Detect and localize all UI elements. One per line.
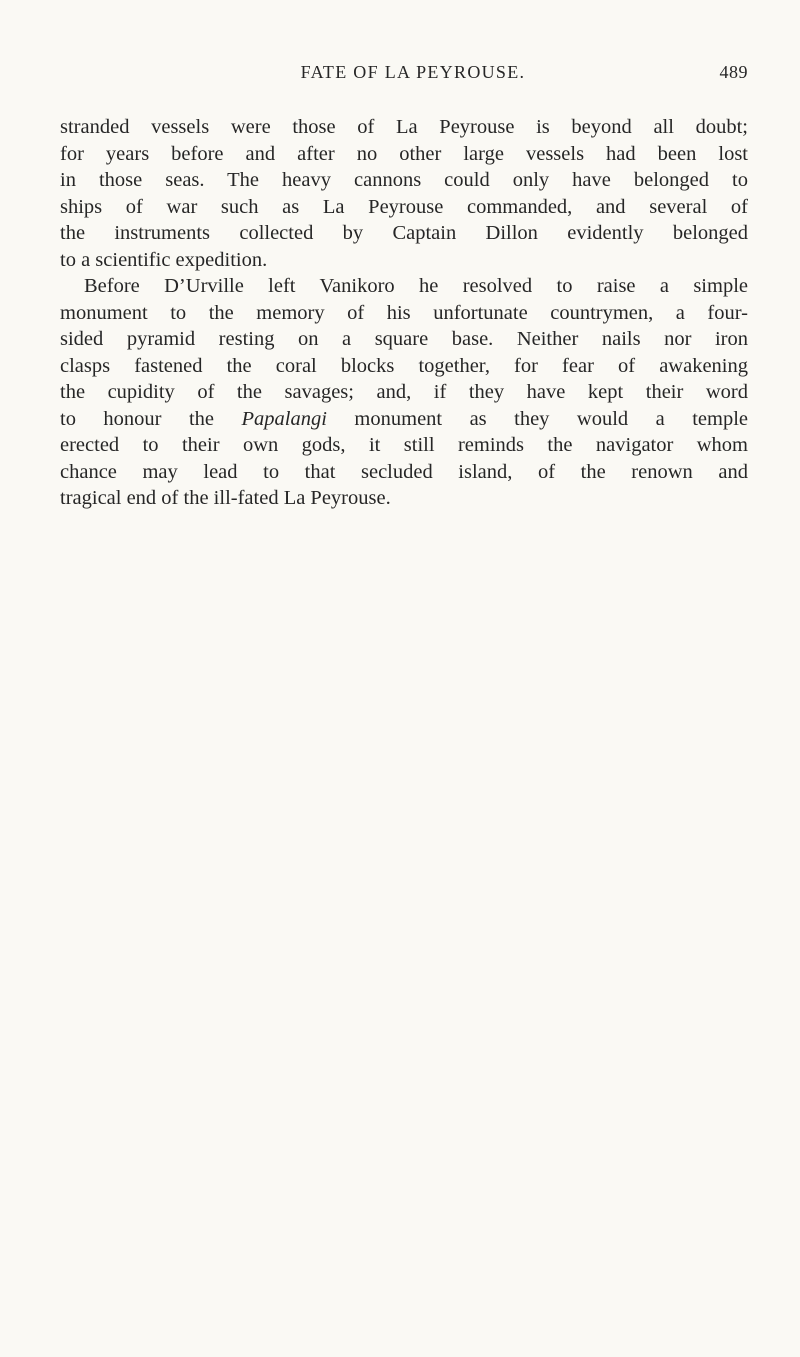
text-line: chance may lead to that secluded island, of the renown and [60, 460, 748, 483]
text-line: Before D’Urville left Vanikoro he resolved to raise a simple [84, 275, 748, 297]
text-line: monument to the memory of his unfortunate countrymen, a four- [60, 301, 748, 324]
text-line: clasps fastened the coral blocks together, for fear of awakening [60, 354, 748, 377]
running-head [60, 62, 748, 88]
text-line: erected to their own gods, it still reminds the navigator whom [60, 434, 748, 456]
text-fragment: monument as they would a temple [354, 407, 748, 430]
italic-term: Papalangi [241, 407, 327, 430]
text-line [60, 406, 748, 433]
text-fragment: to honour the [60, 407, 215, 430]
paragraph [60, 273, 748, 512]
running-title: FATE OF LA PEYROUSE. [300, 62, 526, 82]
text-line: tragical end of the ill-fated La Peyrouse. [60, 487, 391, 509]
body-text [60, 114, 748, 512]
text-line: sided pyramid resting on a square base. Neither nails nor iron [60, 328, 748, 350]
text-line: the instruments collected by Captain Dillon evidently belonged [60, 222, 748, 244]
text-line: stranded vessels were those of La Peyrouse is beyond all doubt; [60, 116, 748, 138]
text-line: the cupidity of the savages; and, if they have kept their word [60, 381, 748, 403]
paragraph [60, 114, 748, 273]
text-line: for years before and after no other large vessels had been lost [60, 142, 748, 165]
page-number: 489 [719, 62, 748, 82]
text-line: ships of war such as La Peyrouse commanded, and several of [60, 195, 748, 218]
text-line: in those seas. The heavy cannons could only have belonged to [60, 169, 748, 191]
text-line: to a scientific expedition. [60, 248, 268, 271]
